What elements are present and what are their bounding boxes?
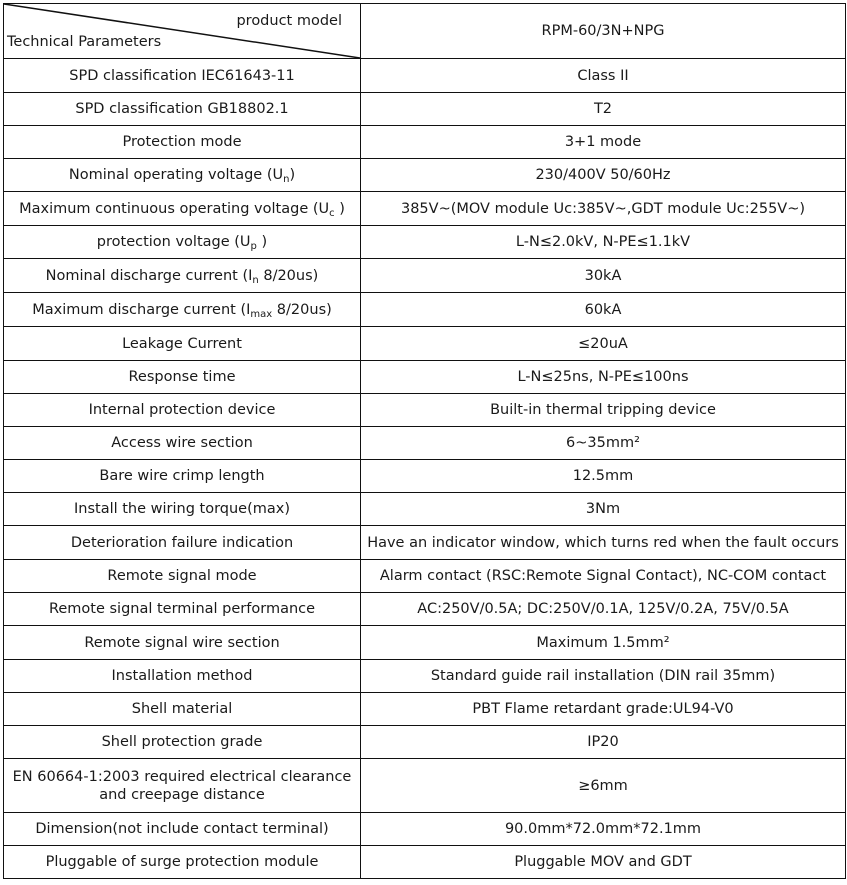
value-cell: 3Nm <box>361 493 846 526</box>
table-row <box>4 493 846 526</box>
value-cell: Pluggable MOV and GDT <box>361 846 846 879</box>
value-cell: 230/400V 50/60Hz <box>361 159 846 192</box>
param-cell: Response time <box>4 361 361 394</box>
table-row <box>4 726 846 759</box>
param-text-end: ) <box>334 200 345 217</box>
param-cell: Protection mode <box>4 126 361 159</box>
table-row <box>4 660 846 693</box>
param-cell: SPD classification IEC61643-11 <box>4 59 361 93</box>
table-row <box>4 693 846 726</box>
param-text: Maximum discharge current (I <box>32 301 251 318</box>
param-cell: Shell material <box>4 693 361 726</box>
table-row <box>4 759 846 813</box>
value-cell: PBT Flame retardant grade:UL94-V0 <box>361 693 846 726</box>
table-row <box>4 93 846 126</box>
table-row <box>4 126 846 159</box>
value-cell: AC:250V/0.5A; DC:250V/0.1A, 125V/0.2A, 75V/0.5A <box>361 593 846 626</box>
table-row <box>4 327 846 361</box>
param-text-end: ) <box>289 167 296 183</box>
param-subscript: c <box>329 207 335 219</box>
table-row <box>4 560 846 593</box>
param-subscript: n <box>252 274 259 286</box>
param-cell: Dimension(not include contact terminal) <box>4 813 361 846</box>
param-cell: Remote signal mode <box>4 560 361 593</box>
header-diagonal-cell <box>4 4 361 59</box>
param-cell <box>4 293 361 327</box>
param-cell: SPD classification GB18802.1 <box>4 93 361 126</box>
param-cell <box>4 226 361 259</box>
param-text: Nominal operating voltage (U <box>68 167 284 183</box>
value-cell: 12.5mm <box>361 460 846 493</box>
value-cell: Have an indicator window, which turns red when the fault occurs <box>361 526 846 560</box>
table-row <box>4 192 846 226</box>
param-subscript: max <box>250 308 273 320</box>
param-cell: Internal protection device <box>4 394 361 427</box>
param-cell: Installation method <box>4 660 361 693</box>
param-cell: EN 60664-1:2003 required electrical clearance and creepage distance <box>4 759 361 813</box>
table-row <box>4 394 846 427</box>
value-cell: 60kA <box>361 293 846 327</box>
value-cell: Alarm contact (RSC:Remote Signal Contact), NC-COM contact <box>361 560 846 593</box>
model-value: RPM-60/3N+NPG <box>361 4 846 59</box>
value-cell: 3+1 mode <box>361 126 846 159</box>
value-cell: 90.0mm*72.0mm*72.1mm <box>361 813 846 846</box>
value-cell: Maximum 1.5mm² <box>361 626 846 660</box>
table-row <box>4 361 846 394</box>
param-cell: Shell protection grade <box>4 726 361 759</box>
param-cell <box>4 259 361 293</box>
param-cell: Pluggable of surge protection module <box>4 846 361 879</box>
table-row <box>4 460 846 493</box>
param-cell: Install the wiring torque(max) <box>4 493 361 526</box>
param-cell <box>4 192 361 226</box>
table-row <box>4 226 846 259</box>
value-cell: Standard guide rail installation (DIN rail 35mm) <box>361 660 846 693</box>
param-cell: Remote signal terminal performance <box>4 593 361 626</box>
param-text-end: 8/20us) <box>258 267 319 284</box>
value-cell: 6~35mm² <box>361 427 846 460</box>
param-cell: Deterioration failure indication <box>4 526 361 560</box>
table-row <box>4 626 846 660</box>
param-text-end: 8/20us) <box>272 301 332 318</box>
table-row <box>4 259 846 293</box>
table-row <box>4 593 846 626</box>
param-cell: Access wire section <box>4 427 361 460</box>
param-text: Maximum continuous operating voltage (U <box>19 200 330 217</box>
table-row <box>4 526 846 560</box>
table-header-row <box>4 4 846 59</box>
value-cell: T2 <box>361 93 846 126</box>
param-subscript: n <box>283 174 290 185</box>
value-cell: 30kA <box>361 259 846 293</box>
param-cell: Remote signal wire section <box>4 626 361 660</box>
value-cell: L-N≤25ns, N-PE≤100ns <box>361 361 846 394</box>
value-cell: L-N≤2.0kV, N-PE≤1.1kV <box>361 226 846 259</box>
value-cell: ≥6mm <box>361 759 846 813</box>
value-cell: Built-in thermal tripping device <box>361 394 846 427</box>
spec-table <box>3 3 846 879</box>
param-cell: Leakage Current <box>4 327 361 361</box>
table-row <box>4 813 846 846</box>
param-cell: Bare wire crimp length <box>4 460 361 493</box>
technical-parameters-label: Technical Parameters <box>7 34 162 50</box>
value-cell: 385V~(MOV module Uc:385V~,GDT module Uc:255V~) <box>361 192 846 226</box>
table-row <box>4 846 846 879</box>
param-text: Nominal discharge current (I <box>45 267 253 284</box>
table-row <box>4 293 846 327</box>
table-row <box>4 427 846 460</box>
value-cell: ≤20uA <box>361 327 846 361</box>
param-text: protection voltage (U <box>96 234 251 250</box>
value-cell: IP20 <box>361 726 846 759</box>
product-model-label: product model <box>236 13 342 29</box>
table-row <box>4 59 846 93</box>
param-cell <box>4 159 361 192</box>
value-cell: Class II <box>361 59 846 93</box>
param-subscript: p <box>250 241 257 252</box>
table-row <box>4 159 846 192</box>
param-text-end: ) <box>256 234 268 250</box>
